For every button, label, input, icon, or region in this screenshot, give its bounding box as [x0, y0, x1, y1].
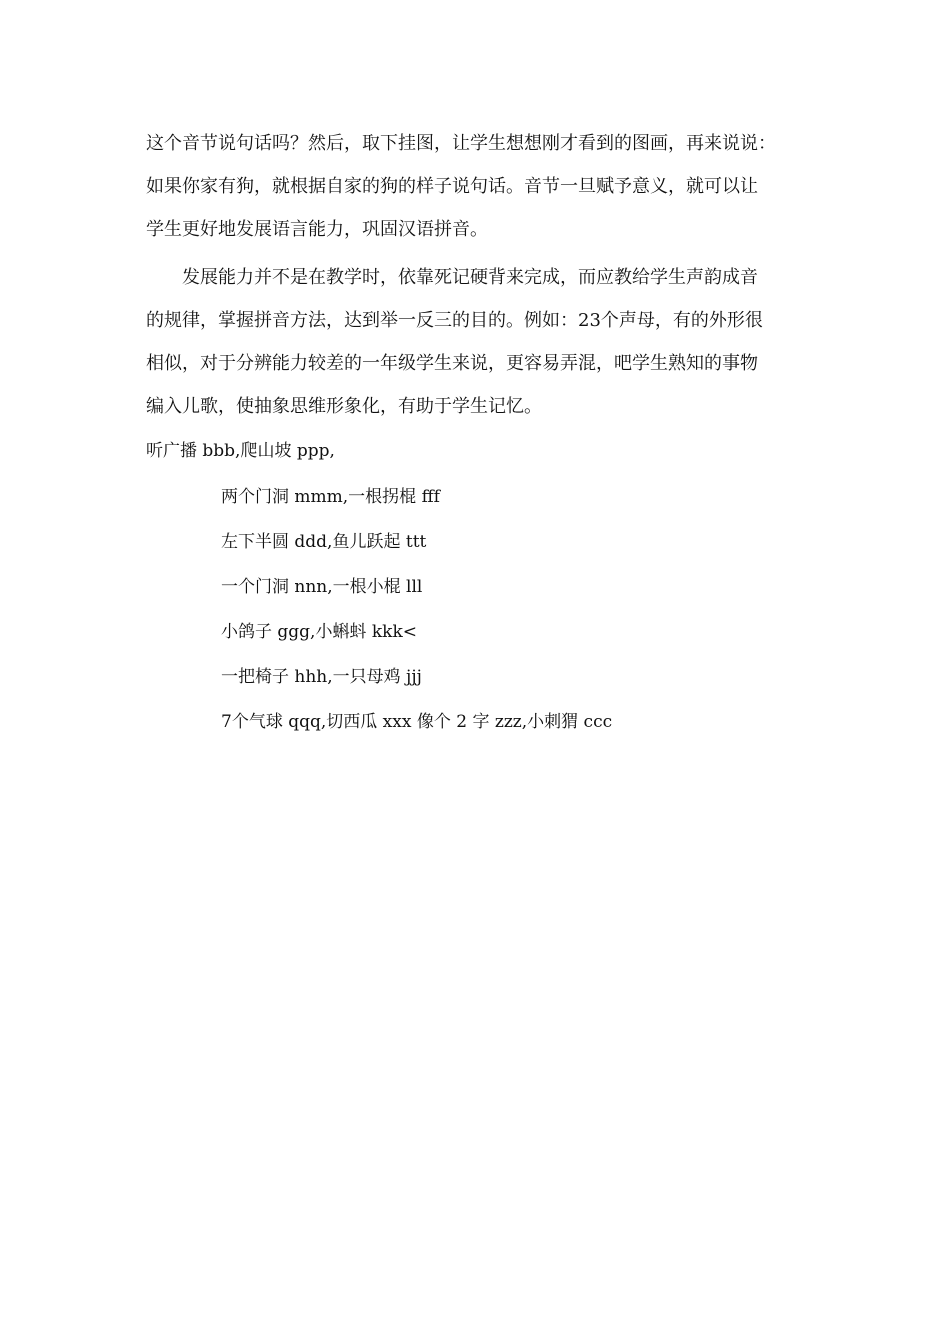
paragraph-line: 编入儿歌，使抽象思维形象化，有助于学生记忆。: [146, 396, 542, 417]
rhyme-line: 小鸽子 ggg,小蝌蚪 kkk<: [221, 622, 418, 642]
rhyme-intro: 听广播 bbb,爬山坡 ppp,: [146, 441, 335, 461]
paragraph-line: 如果你家有狗，就根据自家的狗的样子说句话。音节一旦赋予意义，就可以让: [146, 176, 758, 197]
paragraph-line: 这个音节说句话吗？然后，取下挂图，让学生想想刚才看到的图画，再来说说：: [146, 133, 776, 154]
rhyme-line: 左下半圆 ddd,鱼儿跃起 ttt: [221, 532, 427, 552]
rhyme-line: 一个门洞 nnn,一根小棍 lll: [221, 577, 423, 597]
rhyme-line: 一把椅子 hhh,一只母鸡 jjj: [221, 667, 422, 687]
paragraph-line: 发展能力并不是在教学时，依靠死记硬背来完成，而应教给学生声韵成音: [182, 267, 758, 288]
rhyme-list: [221, 475, 612, 745]
paragraph-line: 相似，对于分辨能力较差的一年级学生来说，更容易弄混，吧学生熟知的事物: [146, 353, 758, 374]
paragraph-line: 学生更好地发展语言能力，巩固汉语拼音。: [146, 219, 488, 240]
rhyme-line: 7个气球 qqq,切西瓜 xxx 像个 2 字 zzz,小刺猬 ccc: [221, 712, 613, 732]
rhyme-line: 两个门洞 mmm,一根拐棍 fff: [221, 487, 440, 507]
paragraph-1: [146, 122, 806, 251]
paragraph-line: 的规律，掌握拼音方法，达到举一反三的目的。例如：23个声母，有的外形很: [146, 310, 763, 331]
paragraph-2: [146, 256, 806, 428]
